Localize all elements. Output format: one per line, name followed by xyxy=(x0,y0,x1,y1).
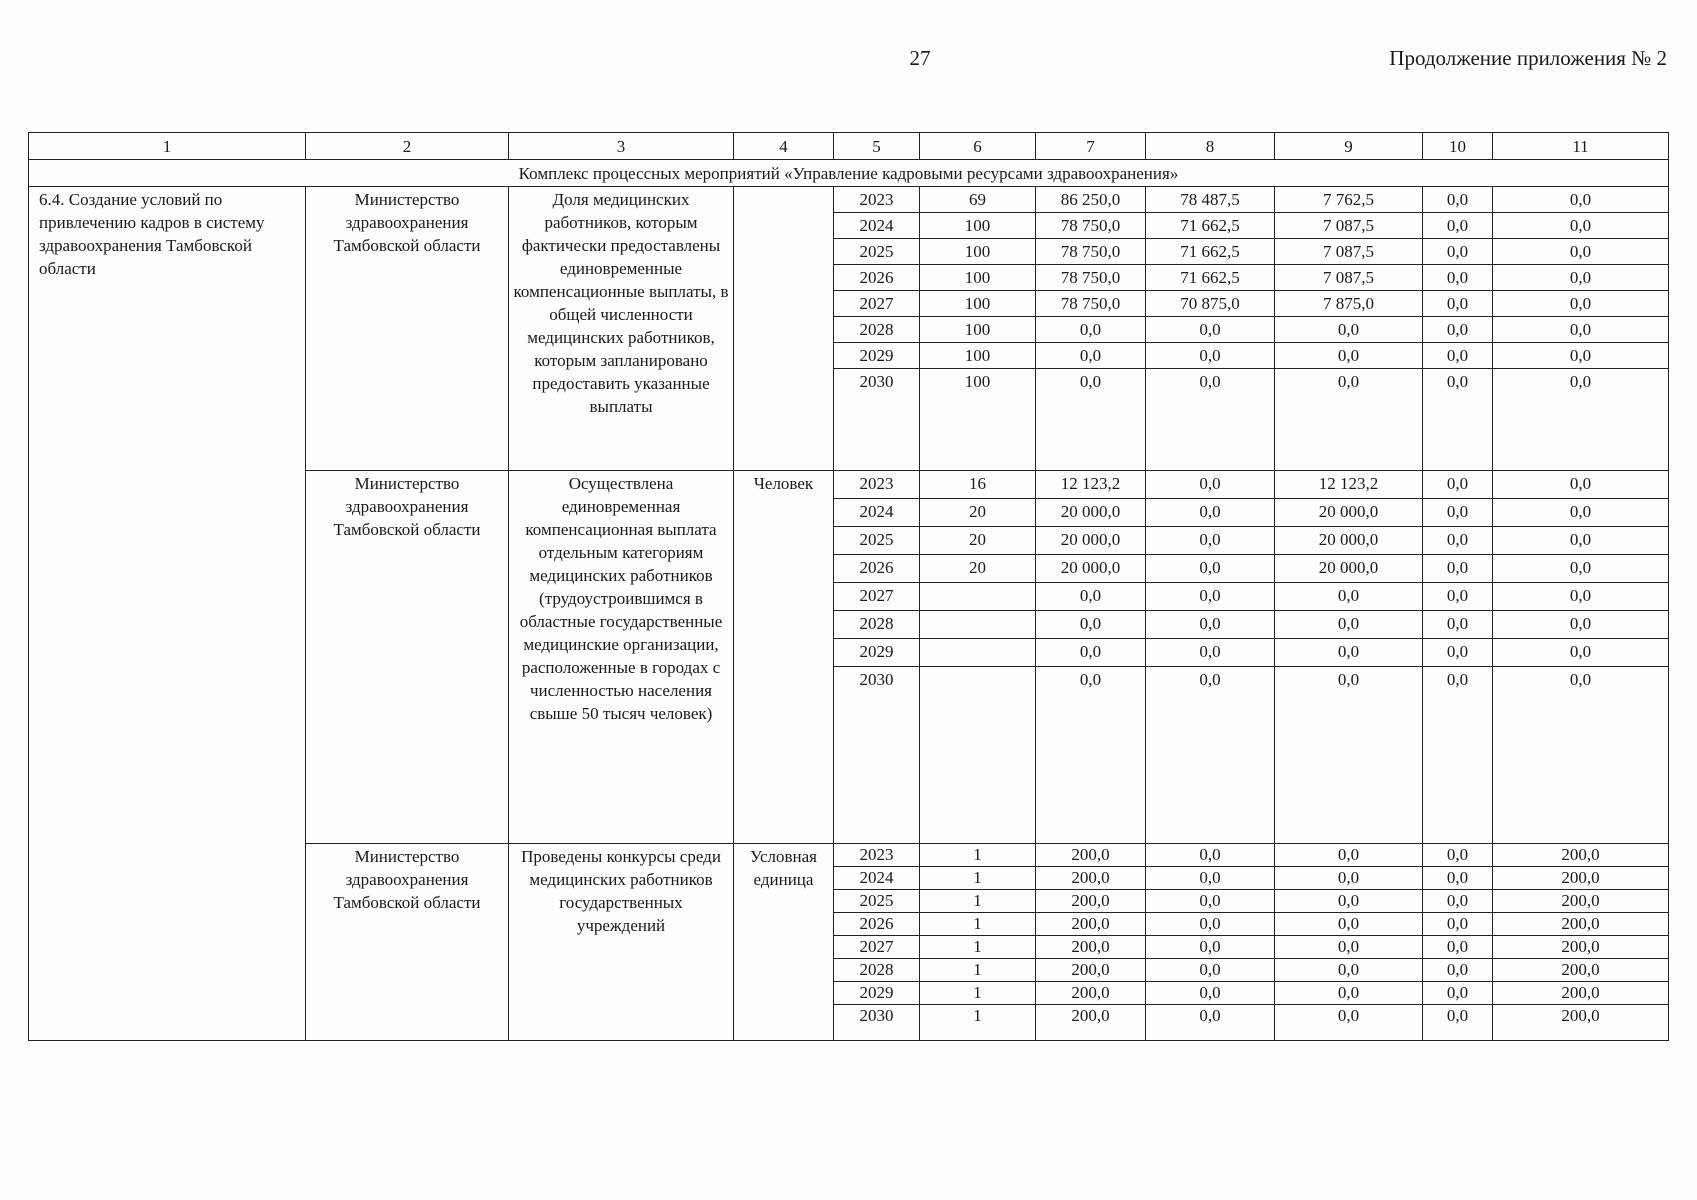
regional-budget: 7 762,5 xyxy=(1275,187,1423,213)
regional-budget: 20 000,0 xyxy=(1275,527,1423,555)
other-sources: 0,0 xyxy=(1493,291,1669,317)
total-funding: 200,0 xyxy=(1036,913,1146,936)
indicator-value: 1 xyxy=(920,959,1036,982)
indicator-value: 20 xyxy=(920,499,1036,527)
other-sources: 0,0 xyxy=(1493,213,1669,239)
unit-of-measure: Человек xyxy=(734,471,834,844)
indicator-value: 69 xyxy=(920,187,1036,213)
local-budget: 0,0 xyxy=(1423,1005,1493,1041)
year-cell: 2029 xyxy=(834,982,920,1005)
unit-of-measure xyxy=(734,187,834,471)
local-budget: 0,0 xyxy=(1423,583,1493,611)
regional-budget: 0,0 xyxy=(1275,317,1423,343)
measure-name: 6.4. Создание условий по привлечению кадров в систему здравоохранения Тамбовской области xyxy=(29,187,306,1041)
federal-budget: 0,0 xyxy=(1146,611,1275,639)
local-budget: 0,0 xyxy=(1423,527,1493,555)
regional-budget: 0,0 xyxy=(1275,667,1423,844)
local-budget: 0,0 xyxy=(1423,265,1493,291)
local-budget: 0,0 xyxy=(1423,844,1493,867)
total-funding: 0,0 xyxy=(1036,369,1146,471)
year-cell: 2024 xyxy=(834,213,920,239)
other-sources: 0,0 xyxy=(1493,471,1669,499)
local-budget: 0,0 xyxy=(1423,317,1493,343)
regional-budget: 0,0 xyxy=(1275,890,1423,913)
regional-budget: 0,0 xyxy=(1275,639,1423,667)
regional-budget: 0,0 xyxy=(1275,913,1423,936)
table-row xyxy=(29,187,1669,213)
total-funding: 20 000,0 xyxy=(1036,527,1146,555)
other-sources: 200,0 xyxy=(1493,936,1669,959)
year-cell: 2023 xyxy=(834,187,920,213)
year-cell: 2025 xyxy=(834,239,920,265)
total-funding: 20 000,0 xyxy=(1036,555,1146,583)
local-budget: 0,0 xyxy=(1423,187,1493,213)
indicator-name: Осуществлена единовременная компенсационная выплата отдельным категориям медицинских работников (трудоустроившимся в областные государственные медицинские организации, расположенные в городах с численностью населения свыше 50 тысяч человек) xyxy=(509,471,734,844)
year-cell: 2024 xyxy=(834,867,920,890)
indicator-value xyxy=(920,667,1036,844)
other-sources: 0,0 xyxy=(1493,639,1669,667)
local-budget: 0,0 xyxy=(1423,369,1493,471)
total-funding: 78 750,0 xyxy=(1036,239,1146,265)
local-budget: 0,0 xyxy=(1423,982,1493,1005)
year-cell: 2028 xyxy=(834,317,920,343)
other-sources: 0,0 xyxy=(1493,187,1669,213)
federal-budget: 0,0 xyxy=(1146,639,1275,667)
local-budget: 0,0 xyxy=(1423,555,1493,583)
total-funding: 200,0 xyxy=(1036,1005,1146,1041)
federal-budget: 0,0 xyxy=(1146,936,1275,959)
column-number: 3 xyxy=(509,133,734,160)
total-funding: 78 750,0 xyxy=(1036,213,1146,239)
total-funding: 0,0 xyxy=(1036,317,1146,343)
indicator-value: 100 xyxy=(920,317,1036,343)
total-funding: 200,0 xyxy=(1036,890,1146,913)
responsible-organization: Министерство здравоохранения Тамбовской области xyxy=(306,844,509,1041)
regional-budget: 0,0 xyxy=(1275,936,1423,959)
regional-budget: 20 000,0 xyxy=(1275,499,1423,527)
regional-budget: 0,0 xyxy=(1275,844,1423,867)
year-cell: 2024 xyxy=(834,499,920,527)
local-budget: 0,0 xyxy=(1423,890,1493,913)
year-cell: 2023 xyxy=(834,471,920,499)
year-cell: 2028 xyxy=(834,959,920,982)
indicator-value: 100 xyxy=(920,213,1036,239)
other-sources: 200,0 xyxy=(1493,890,1669,913)
local-budget: 0,0 xyxy=(1423,343,1493,369)
regional-budget: 7 087,5 xyxy=(1275,265,1423,291)
federal-budget: 0,0 xyxy=(1146,527,1275,555)
indicator-value xyxy=(920,611,1036,639)
total-funding: 0,0 xyxy=(1036,343,1146,369)
indicator-value: 20 xyxy=(920,527,1036,555)
total-funding: 78 750,0 xyxy=(1036,265,1146,291)
federal-budget: 0,0 xyxy=(1146,982,1275,1005)
indicator-value xyxy=(920,639,1036,667)
indicator-value: 16 xyxy=(920,471,1036,499)
regional-budget: 0,0 xyxy=(1275,959,1423,982)
section-row xyxy=(29,160,1669,187)
regional-budget: 0,0 xyxy=(1275,867,1423,890)
regional-budget: 0,0 xyxy=(1275,982,1423,1005)
local-budget: 0,0 xyxy=(1423,611,1493,639)
regional-budget: 20 000,0 xyxy=(1275,555,1423,583)
regional-budget: 7 087,5 xyxy=(1275,213,1423,239)
column-number: 8 xyxy=(1146,133,1275,160)
total-funding: 200,0 xyxy=(1036,936,1146,959)
indicator-value: 1 xyxy=(920,890,1036,913)
year-cell: 2025 xyxy=(834,890,920,913)
regional-budget: 0,0 xyxy=(1275,611,1423,639)
column-number: 6 xyxy=(920,133,1036,160)
local-budget: 0,0 xyxy=(1423,936,1493,959)
total-funding: 78 750,0 xyxy=(1036,291,1146,317)
regional-budget: 0,0 xyxy=(1275,1005,1423,1041)
regional-budget: 0,0 xyxy=(1275,583,1423,611)
responsible-organization: Министерство здравоохранения Тамбовской области xyxy=(306,187,509,471)
indicator-value: 100 xyxy=(920,343,1036,369)
year-cell: 2030 xyxy=(834,667,920,844)
column-number: 4 xyxy=(734,133,834,160)
total-funding: 200,0 xyxy=(1036,867,1146,890)
other-sources: 0,0 xyxy=(1493,265,1669,291)
year-cell: 2028 xyxy=(834,611,920,639)
year-cell: 2027 xyxy=(834,583,920,611)
other-sources: 0,0 xyxy=(1493,555,1669,583)
regional-budget: 7 875,0 xyxy=(1275,291,1423,317)
total-funding: 200,0 xyxy=(1036,982,1146,1005)
federal-budget: 0,0 xyxy=(1146,583,1275,611)
column-number-row xyxy=(29,133,1669,160)
column-number: 1 xyxy=(29,133,306,160)
total-funding: 200,0 xyxy=(1036,844,1146,867)
local-budget: 0,0 xyxy=(1423,639,1493,667)
total-funding: 0,0 xyxy=(1036,583,1146,611)
column-number: 2 xyxy=(306,133,509,160)
local-budget: 0,0 xyxy=(1423,913,1493,936)
federal-budget: 71 662,5 xyxy=(1146,213,1275,239)
federal-budget: 78 487,5 xyxy=(1146,187,1275,213)
regional-budget: 0,0 xyxy=(1275,343,1423,369)
page-number: 27 xyxy=(909,46,931,70)
total-funding: 0,0 xyxy=(1036,667,1146,844)
column-number: 9 xyxy=(1275,133,1423,160)
federal-budget: 71 662,5 xyxy=(1146,265,1275,291)
other-sources: 0,0 xyxy=(1493,583,1669,611)
year-cell: 2030 xyxy=(834,369,920,471)
federal-budget: 0,0 xyxy=(1146,369,1275,471)
federal-budget: 0,0 xyxy=(1146,499,1275,527)
other-sources: 0,0 xyxy=(1493,317,1669,343)
local-budget: 0,0 xyxy=(1423,959,1493,982)
federal-budget: 0,0 xyxy=(1146,471,1275,499)
other-sources: 0,0 xyxy=(1493,343,1669,369)
indicator-value: 100 xyxy=(920,291,1036,317)
section-title: Комплекс процессных мероприятий «Управление кадровыми ресурсами здравоохранения» xyxy=(29,160,1669,187)
other-sources: 0,0 xyxy=(1493,499,1669,527)
federal-budget: 0,0 xyxy=(1146,844,1275,867)
column-number: 10 xyxy=(1423,133,1493,160)
indicator-value: 1 xyxy=(920,982,1036,1005)
regional-budget: 0,0 xyxy=(1275,369,1423,471)
total-funding: 12 123,2 xyxy=(1036,471,1146,499)
total-funding: 200,0 xyxy=(1036,959,1146,982)
year-cell: 2029 xyxy=(834,639,920,667)
total-funding: 0,0 xyxy=(1036,611,1146,639)
indicator-value: 100 xyxy=(920,239,1036,265)
local-budget: 0,0 xyxy=(1423,471,1493,499)
federal-budget: 0,0 xyxy=(1146,890,1275,913)
indicator-value: 20 xyxy=(920,555,1036,583)
other-sources: 200,0 xyxy=(1493,982,1669,1005)
column-number: 5 xyxy=(834,133,920,160)
indicator-value: 1 xyxy=(920,1005,1036,1041)
federal-budget: 0,0 xyxy=(1146,667,1275,844)
indicator-value: 1 xyxy=(920,867,1036,890)
year-cell: 2023 xyxy=(834,844,920,867)
responsible-organization: Министерство здравоохранения Тамбовской области xyxy=(306,471,509,844)
federal-budget: 0,0 xyxy=(1146,959,1275,982)
other-sources: 0,0 xyxy=(1493,667,1669,844)
regional-budget: 12 123,2 xyxy=(1275,471,1423,499)
other-sources: 200,0 xyxy=(1493,959,1669,982)
federal-budget: 0,0 xyxy=(1146,343,1275,369)
year-cell: 2026 xyxy=(834,913,920,936)
total-funding: 86 250,0 xyxy=(1036,187,1146,213)
program-table xyxy=(28,132,1669,1041)
local-budget: 0,0 xyxy=(1423,239,1493,265)
appendix-continuation-label: Продолжение приложения № 2 xyxy=(1389,46,1667,70)
indicator-value: 1 xyxy=(920,913,1036,936)
indicator-value: 1 xyxy=(920,936,1036,959)
other-sources: 0,0 xyxy=(1493,611,1669,639)
federal-budget: 0,0 xyxy=(1146,1005,1275,1041)
total-funding: 20 000,0 xyxy=(1036,499,1146,527)
other-sources: 200,0 xyxy=(1493,1005,1669,1041)
regional-budget: 7 087,5 xyxy=(1275,239,1423,265)
indicator-value xyxy=(920,583,1036,611)
federal-budget: 0,0 xyxy=(1146,913,1275,936)
column-number: 11 xyxy=(1493,133,1669,160)
indicator-value: 100 xyxy=(920,369,1036,471)
other-sources: 200,0 xyxy=(1493,913,1669,936)
year-cell: 2026 xyxy=(834,265,920,291)
local-budget: 0,0 xyxy=(1423,867,1493,890)
local-budget: 0,0 xyxy=(1423,499,1493,527)
indicator-name: Проведены конкурсы среди медицинских работников государственных учреждений xyxy=(509,844,734,1041)
year-cell: 2029 xyxy=(834,343,920,369)
federal-budget: 0,0 xyxy=(1146,555,1275,583)
year-cell: 2027 xyxy=(834,291,920,317)
year-cell: 2030 xyxy=(834,1005,920,1041)
local-budget: 0,0 xyxy=(1423,291,1493,317)
federal-budget: 0,0 xyxy=(1146,867,1275,890)
indicator-name: Доля медицинских работников, которым фактически предоставлены единовременные компенсационные выплаты, в общей численности медицинских работников, которым запланировано предоставить указанные выплаты xyxy=(509,187,734,471)
federal-budget: 71 662,5 xyxy=(1146,239,1275,265)
column-number: 7 xyxy=(1036,133,1146,160)
local-budget: 0,0 xyxy=(1423,667,1493,844)
year-cell: 2027 xyxy=(834,936,920,959)
other-sources: 0,0 xyxy=(1493,239,1669,265)
other-sources: 200,0 xyxy=(1493,867,1669,890)
other-sources: 0,0 xyxy=(1493,527,1669,555)
year-cell: 2025 xyxy=(834,527,920,555)
other-sources: 0,0 xyxy=(1493,369,1669,471)
indicator-value: 1 xyxy=(920,844,1036,867)
unit-of-measure: Условная единица xyxy=(734,844,834,1041)
federal-budget: 0,0 xyxy=(1146,317,1275,343)
year-cell: 2026 xyxy=(834,555,920,583)
indicator-value: 100 xyxy=(920,265,1036,291)
other-sources: 200,0 xyxy=(1493,844,1669,867)
local-budget: 0,0 xyxy=(1423,213,1493,239)
total-funding: 0,0 xyxy=(1036,639,1146,667)
federal-budget: 70 875,0 xyxy=(1146,291,1275,317)
